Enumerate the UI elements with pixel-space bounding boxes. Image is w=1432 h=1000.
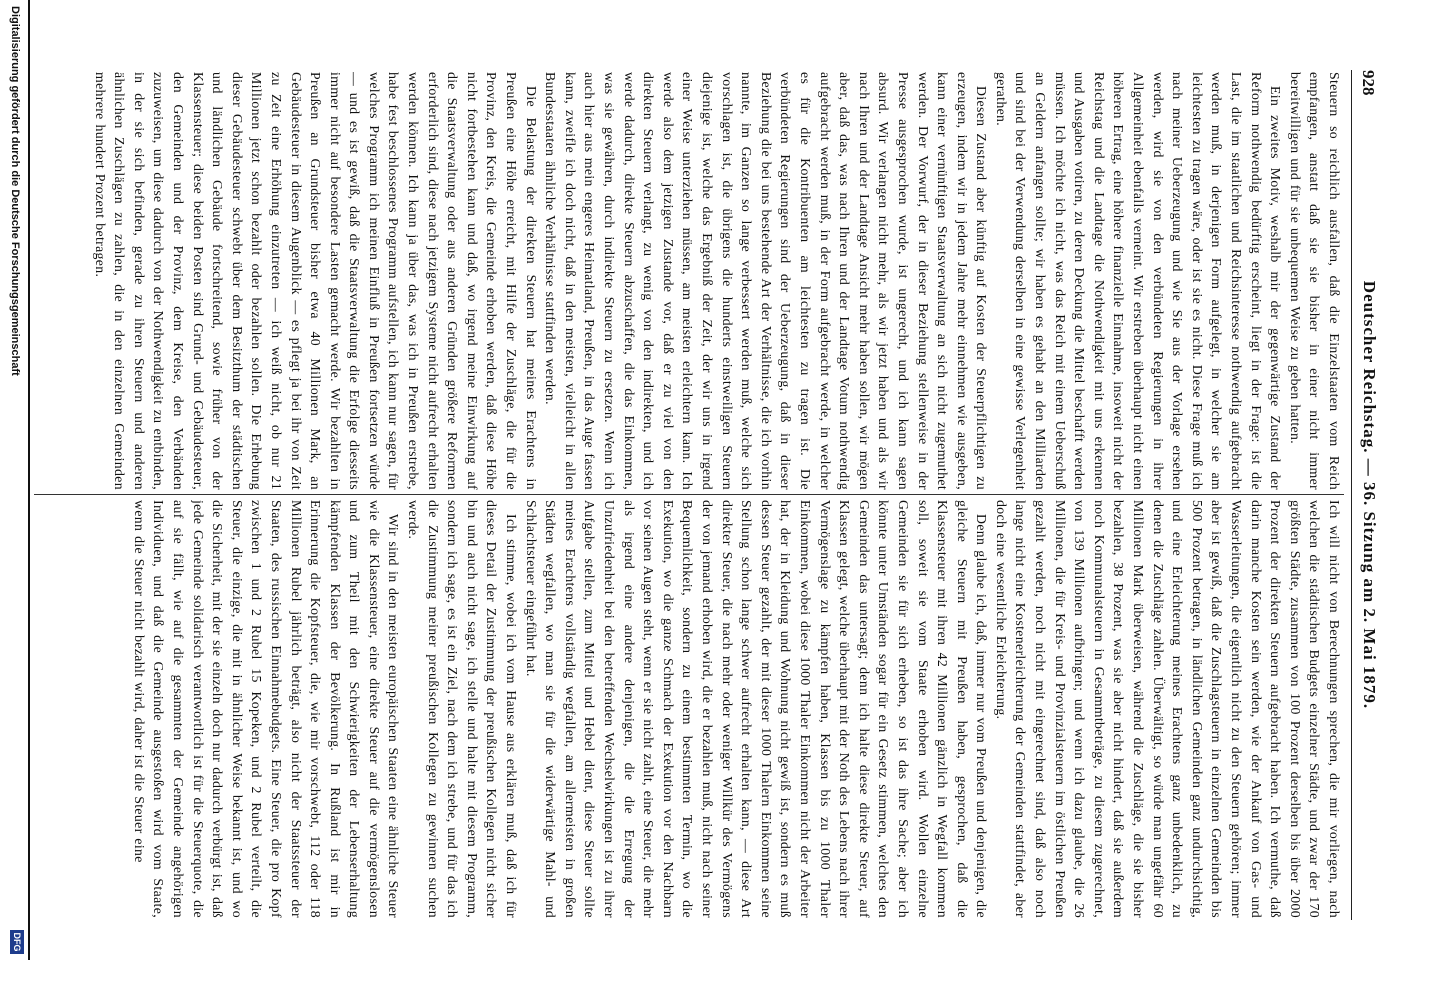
digitization-footer <box>0 0 30 960</box>
paragraph: Steuern so reichlich ausfallen, daß die Einzelstaaten vom Reich empfangen, anstatt daß sie sie bisher in einer nicht immer bereitwilligen und für sie unbequemen Weise zu geben hatten. <box>1287 72 1342 490</box>
running-title: Deutscher Reichstag. — 36. Sitzung am 2. Mai 1879. <box>1360 280 1379 710</box>
paragraph: Wir sind in den meisten europäischen Staaten eine ähnliche Steuer wie die Klassensteuer, eine direkte Steuer auf die vermögenslosen und zum Theil mit den Schwierigkeiten der Lebenserhaltung kämpfenden Klassen der Bevölkerung. In Rußland ist mir in Erinnerung die Kopfsteuer, die, wie mir vorschwebt, 112 oder 118 Millionen Rubel jährlich beträgt, also nicht der Staatssteuer der Staaten, des russischen Einnahmebudgets. Eine Steuer, die pro Kopf zwischen 1 und 2 Rubel 15 Kopeken, und 2 Rubel verteilt, die Steuer, die einzige, die mit in ähnlicher Weise bekannt ist, und wo die Sicherheit, mit der sie einzeln doch nur dadurch verbürgt ist, daß jede Gemeinde solidarisch verantwortlich ist für die Steuerquote, die auf sie fällt, wie auf die gesammten der Gemeinde angehörigen Individuen, und daß die Gemeinde ausgestoßen wird vom Staate, wenn die Steuer nicht bezahlt wird, daher ist die Steuer eine <box>131 500 402 918</box>
dfg-logo-icon: DFG <box>10 930 24 954</box>
paragraph: Denn glaube ich, daß, immer nur vom Preußen und denjenigen, die gleiche Steuern mit Preußen haben, gesprochen, daß die Klassensteuer mit ihren 42 Millionen gänzlich in Wegfall kommen soll, soweit sie vom Staate erhoben wird. Wollen einzelne Gemeinden sie für sich erheben, so ist das ihre Sache; aber ich könnte unter Umständen sogar für ein Gesetz stimmen, welches den Gemeinden das untersagt; denn ich halte diese direkte Steuer, auf Klassen gelegt, welche überhaupt mit der Noth des Lebens nach ihrer Vermögenslage zu kämpfen haben, Klassen bis zu 1000 Thaler Einkommen, wobei diese 1000 Thaler Einkommen nicht der Arbeiter hat, der in Kleidung und Wohnung nicht gewiß ist, sondern es muß dessen Steuer gezahlt, der mit dieser 1000 Thalern Einkommen seine Stellung schon lange schwer aufrecht erhalten kann, — diese Art direkter Steuer, die nach mehr oder weniger Willkür des Vermögens der von jemand erhoben wird, die er bezahlen muß, nicht nach seiner Bequemlichkeit, sondern zu einem bestimmten Termin, wo die Exekution, wo die ganze Schmach der Exekution vor den Nachbarn vor seinen Augen steht, wenn er sie nicht zahlt, eine Steuer, die mehr als irgend eine andere denjenigen, die die Erregung der Unzufriedenheit bei den betreffenden Wechselwirkungen ist zu ihrer Aufgabe stellen, zum Mittel und Hebel dient, diese Steuer sollte meines Erachtens vollständig wegfallen, am allermeisten in großen Städten wegfallen, wo man sie für die widerwärtige Mahl- und Schlachtsteuer eingeführt hat. <box>523 500 990 918</box>
paragraph: Diesen Zustand aber künftig auf Kosten der Steuerpflichtigen zu erzeugen, indem wir in jedem Jahre mehr einnehmen wie ausgeben, kann einer vernünftigen Staatsverwaltung an sich nicht zugemuthet werden. Der Vorwurf, der in dieser Beziehung stellenweise in der Presse ausgesprochen wurde, ist ungerecht, und ich kann sagen absurd. Wir verlangen nicht mehr, als wir jetzt haben und als wir nach Ihren und der Landtage Ansicht mehr haben sollen, wir mögen aber, daß das, was nach Ihren und der Landtage Votum nothwendig aufgebracht werden muß, in der Form aufgebracht werde, in welcher es für die Kontribuenten am leichtesten zu tragen ist. Die verbündeten Regierungen sind der Ueberzeugung, daß in dieser Beziehung die bei uns bestehende Art der Verhältnisse, die ich vorhin nannte, im Ganzen so lange verbessert werden muß, welche sich vorschlagen ist, die übrigens die hunderts einstweiligen Steuern diejenige ist, welche das Ergebniß der Zeit, der wir uns in irgend einer Weise unterziehen müssen, am meisten erleichtern kann. Ich werde also dem jetzigen Zustande vor, daß er zu viel von den direkten Steuern verlangt, zu wenig von den indirekten, und ich werde dadurch, direkte Steuern abzuschaffen, die das Einkommen, was sie gewähren, durch indirekte Steuern zu ersetzen. Wenn ich auch hier aus mein engeres Heimatland, Preußen, in das Auge fassen kann, zweifle ich doch nicht, daß in den meisten, vielleicht in allen Bundesstaaten ähnliche Verhältnisse stattfinden werden. <box>543 72 990 490</box>
left-column <box>24 72 1344 490</box>
funding-note: Digitalisierung gefördert durch die Deutsche Forschungsgemeinschaft <box>9 6 21 376</box>
page-number: 928 <box>1359 70 1378 96</box>
right-column <box>24 500 1344 918</box>
column-divider <box>34 494 1344 495</box>
paragraph: Ich stimme, wobei ich vom Hause aus erklären muß, daß ich für dieses Detail der Zustimmung der preußischen Kollegen nicht sicher bin und auch nicht sage, ich stelle und halte mit diesem Programm, sondern ich sage, es ist ein Ziel, nach dem ich strebe, und für das ich die Zustimmung meiner preußischen Kollegen zu gewinnen suchen werde. <box>406 500 520 918</box>
paragraph: Ein zweites Motiv, weshalb mir der gegenwärtige Zustand der Reform nothwendig bedürftig erscheint, liegt in der Frage: ist die Last, die im staatlichen und Reichsinteresse nothwendig aufgebracht werden muß, in derjenigen Form aufgelegt, in welcher sie am leichtesten zu tragen wäre, oder ist sie es nicht. Diese Frage muß ich nach meiner Ueberzeugung und wie Sie aus der Vorlage ersehen werden, wird sie von den verbündeten Regierungen in ihrer Allgemeinheit ebenfalls verneint. Wir erstreben überhaupt nicht einen höheren Ertrag, eine höhere finanzielle Einnahme, insoweit nicht der Reichstag und die Landtage die Nothwendigkeit mit uns erkennen und Ausgaben votiren, zu deren Deckung die Mittel beschafft werden müssen. Ich möchte ich nicht, was das Reich mit einem Ueberschuß an Geldern anfangen sollte; wir haben es gehabt an den Milliarden und sind bei der Verwendung derselben in eine gewisse Verlegenheit gerathen. <box>993 72 1284 490</box>
page-header <box>1351 70 1386 920</box>
paragraph: Die Belastung der direkten Steuern hat meines Erachtens in Preußen eine Höhe erreicht, mit Hilfe der Zuschläge, die für die Provinz, den Kreis, die Gemeinde erhoben werden, daß diese Höhe nicht fortbestehen kann und daß, wo irgend meine Einwirkung auf die Staatsverwaltung oder aus anderen Gründen größere Reformen erforderlich sind, diese nach jetzigem Systeme nicht aufrecht erhalten werden können. Ich kann ja über das, was ich in Preußen erstrebe, habe fest beschlossenes Programm aufstellen, ich kann nur sagen, für welches Programm ich meinen Einfluß in Preußen fortsetzen würde — und es ist gewiß, daß die Staatsverwaltung die Erfolge diesseits immer nicht auf besondere Lasten gemacht werde. Wir bezahlten in Preußen an Grundsteuer bisher etwa 40 Millionen Mark, an Gebäudesteuer in diesem Augenblick — es pflegt ja bei ihr von Zeit zu Zeit eine Erhöhung einzutreten — ich weiß nicht, ob nur 21 Millionen jetzt schon bezahlt oder bezahlen sollen. Die Erhebung dieser Gebäudesteuer schwebt über dem Besitzthum der städtischen und ländlichen Gebäude fortschreitend, sowie früher von der Klassensteuer; diese beiden Posten sind Grund- und Gebäudesteuer, den Gemeinden und der Provinz, dem Kreise, den Verbänden zuzuweisen, um diese dadurch von der Nothwendigkeit zu entbinden, in der sie sich befinden, gerade zu ihren Steuern und anderen ähnlichen Zuschlägen zu zahlen, die in den einzelnen Gemeinden mehrere hundert Prozent betragen. <box>92 72 539 490</box>
paragraph: Ich will nicht von Berechnungen sprechen, die mir vorliegen, nach welchen die städtischen Budgets einzelner Städte, und zwar der 170 größten Städte, zusammen von 100 Prozent derselben bis über 2000 Prozent der direkten Steuern aufgebracht haben. Ich vermuthe, daß darin manche Kosten sein werden, wie der Ankauf von Gas- und Wasserleitungen, die eigentlich nicht zu den Steuern gehören; immer aber ist gewiß, daß die Zuschlagsteuern in einzelnen Gemeinden bis 500 Prozent betragen, in ländlichen Gemeinden ganz undurchsichtig, und eine Erleichterung meines Erachtens ganz unbedenklich, zu denen die Zuschläge zahlen. Überwältigt, so würde man ungefähr 60 Millionen Mark überweisen, während die Zuschläge, die sie bisher bezahlen, 38 Prozent, was sie aber nicht hindert, daß sie außerdem noch Kommunalsteuern in Gesammtbeträge, zu diesem zugerechnet, von 139 Millionen aufbringen; und wenn ich dazu glaube, die 26 Millionen, die für Kreis- und Provinzialsteuern im östlichen Preußen gezahlt werden, noch nicht mit eingerechnet sind, daß also noch lange nicht eine Kostenerleichterung der Gemeinden stattfindet, aber doch eine wesentliche Erleichterung. <box>993 500 1342 918</box>
footer-rule <box>28 0 30 960</box>
